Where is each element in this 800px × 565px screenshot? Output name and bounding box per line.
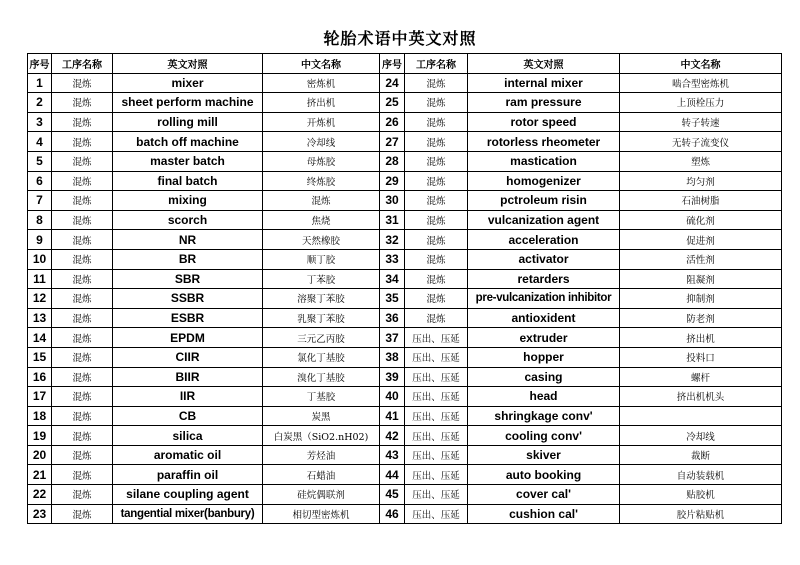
cell-chinese-term: 母炼胶: [263, 151, 380, 171]
cell-chinese-term: 焦烧: [263, 210, 380, 230]
cell-english-term: IIR: [113, 387, 263, 407]
header-process-left: 工序名称: [52, 54, 113, 74]
cell-english-term: silica: [113, 426, 263, 446]
cell-process: 压出、压延: [405, 465, 468, 485]
cell-english-term: extruder: [468, 328, 620, 348]
cell-chinese-term: 挤出机: [620, 328, 782, 348]
cell-english-term: pre-vulcanization inhibitor: [468, 289, 620, 309]
cell-english-term: ram pressure: [468, 93, 620, 113]
table-row: [28, 151, 782, 171]
cell-index: 36: [380, 308, 405, 328]
cell-process: 混炼: [52, 328, 113, 348]
table-row: [28, 367, 782, 387]
cell-index: 29: [380, 171, 405, 191]
header-index-left: 序号: [28, 54, 52, 74]
table-row: [28, 171, 782, 191]
table-row: [28, 347, 782, 367]
cell-chinese-term: 溶聚丁苯胶: [263, 289, 380, 309]
cell-chinese-term: 混炼: [263, 191, 380, 211]
cell-english-term: acceleration: [468, 230, 620, 250]
cell-chinese-term: 挤出机: [263, 93, 380, 113]
cell-process: 混炼: [52, 73, 113, 93]
cell-process: 混炼: [52, 465, 113, 485]
cell-index: 12: [28, 289, 52, 309]
cell-index: 3: [28, 112, 52, 132]
cell-process: 混炼: [52, 191, 113, 211]
cell-process: 压出、压延: [405, 406, 468, 426]
table-row: [28, 387, 782, 407]
table-row: [28, 465, 782, 485]
table-row: [28, 73, 782, 93]
cell-index: 10: [28, 249, 52, 269]
cell-chinese-term: 氯化丁基胶: [263, 347, 380, 367]
cell-english-term: shringkage conv': [468, 406, 620, 426]
cell-english-term: scorch: [113, 210, 263, 230]
cell-process: 混炼: [405, 73, 468, 93]
cell-chinese-term: 丁苯胶: [263, 269, 380, 289]
table-row: [28, 93, 782, 113]
cell-index: 4: [28, 132, 52, 152]
cell-index: 21: [28, 465, 52, 485]
cell-english-term: CIIR: [113, 347, 263, 367]
cell-chinese-term: 转子转速: [620, 112, 782, 132]
cell-english-term: cushion cal': [468, 504, 620, 524]
cell-index: 1: [28, 73, 52, 93]
cell-chinese-term: 上顶栓压力: [620, 93, 782, 113]
cell-english-term: aromatic oil: [113, 445, 263, 465]
cell-chinese-term: 三元乙丙胶: [263, 328, 380, 348]
cell-chinese-term: 防老剂: [620, 308, 782, 328]
cell-process: 压出、压延: [405, 445, 468, 465]
cell-chinese-term: 无转子流变仪: [620, 132, 782, 152]
cell-english-term: pctroleum risin: [468, 191, 620, 211]
cell-process: 混炼: [52, 151, 113, 171]
cell-english-term: ESBR: [113, 308, 263, 328]
header-process-right: 工序名称: [405, 54, 468, 74]
table-row: [28, 328, 782, 348]
cell-index: 7: [28, 191, 52, 211]
cell-english-term: homogenizer: [468, 171, 620, 191]
cell-chinese-term: 炭黑: [263, 406, 380, 426]
cell-index: 30: [380, 191, 405, 211]
cell-index: 17: [28, 387, 52, 407]
cell-process: 混炼: [405, 210, 468, 230]
cell-index: 41: [380, 406, 405, 426]
table-row: [28, 230, 782, 250]
table-row: [28, 426, 782, 446]
cell-english-term: paraffin oil: [113, 465, 263, 485]
cell-process: 混炼: [52, 426, 113, 446]
cell-index: 37: [380, 328, 405, 348]
cell-english-term: master batch: [113, 151, 263, 171]
table-header-row: [28, 54, 782, 74]
cell-process: 混炼: [52, 171, 113, 191]
cell-process: 混炼: [52, 249, 113, 269]
cell-chinese-term: 裁断: [620, 445, 782, 465]
cell-chinese-term: 抑制剂: [620, 289, 782, 309]
cell-process: 混炼: [405, 289, 468, 309]
cell-chinese-term: 塑炼: [620, 151, 782, 171]
cell-english-term: cover cal': [468, 485, 620, 505]
cell-english-term: auto booking: [468, 465, 620, 485]
cell-process: 混炼: [405, 151, 468, 171]
cell-chinese-term: 乳聚丁苯胶: [263, 308, 380, 328]
cell-english-term: antioxident: [468, 308, 620, 328]
cell-chinese-term: 啮合型密炼机: [620, 73, 782, 93]
cell-process: 混炼: [52, 289, 113, 309]
cell-english-term: CB: [113, 406, 263, 426]
cell-english-term: hopper: [468, 347, 620, 367]
cell-chinese-term: 芳烃油: [263, 445, 380, 465]
cell-english-term: retarders: [468, 269, 620, 289]
cell-process: 混炼: [405, 249, 468, 269]
cell-english-term: vulcanization agent: [468, 210, 620, 230]
cell-english-term: BR: [113, 249, 263, 269]
cell-english-term: NR: [113, 230, 263, 250]
cell-process: 混炼: [52, 485, 113, 505]
table-row: [28, 289, 782, 309]
cell-process: 混炼: [405, 230, 468, 250]
cell-index: 26: [380, 112, 405, 132]
cell-process: 压出、压延: [405, 426, 468, 446]
cell-chinese-term: 石蜡油: [263, 465, 380, 485]
cell-index: 43: [380, 445, 405, 465]
cell-index: 8: [28, 210, 52, 230]
table-row: [28, 269, 782, 289]
cell-index: 46: [380, 504, 405, 524]
cell-chinese-term: 投料口: [620, 347, 782, 367]
cell-english-term: head: [468, 387, 620, 407]
cell-chinese-term: 贴胶机: [620, 485, 782, 505]
cell-index: 32: [380, 230, 405, 250]
cell-chinese-term: 硅烷偶联剂: [263, 485, 380, 505]
cell-index: 20: [28, 445, 52, 465]
cell-index: 15: [28, 347, 52, 367]
cell-process: 混炼: [405, 171, 468, 191]
cell-process: 混炼: [405, 93, 468, 113]
cell-chinese-term: 密炼机: [263, 73, 380, 93]
cell-index: 27: [380, 132, 405, 152]
cell-process: 混炼: [52, 112, 113, 132]
table-row: [28, 308, 782, 328]
cell-chinese-term: 石油树脂: [620, 191, 782, 211]
cell-chinese-term: 天然橡胶: [263, 230, 380, 250]
cell-index: 11: [28, 269, 52, 289]
cell-index: 40: [380, 387, 405, 407]
document-title: 轮胎术语中英文对照: [323, 29, 477, 48]
cell-process: 混炼: [405, 191, 468, 211]
cell-chinese-term: 溴化丁基胶: [263, 367, 380, 387]
cell-index: 19: [28, 426, 52, 446]
cell-index: 33: [380, 249, 405, 269]
cell-english-term: mixer: [113, 73, 263, 93]
cell-index: 16: [28, 367, 52, 387]
header-english-right: 英文对照: [468, 54, 620, 74]
table-row: [28, 249, 782, 269]
cell-english-term: final batch: [113, 171, 263, 191]
cell-index: 14: [28, 328, 52, 348]
cell-chinese-term: 均匀剂: [620, 171, 782, 191]
cell-process: 混炼: [405, 132, 468, 152]
cell-process: 压出、压延: [405, 328, 468, 348]
cell-index: 9: [28, 230, 52, 250]
cell-index: 23: [28, 504, 52, 524]
cell-process: 压出、压延: [405, 485, 468, 505]
cell-index: 35: [380, 289, 405, 309]
cell-process: 混炼: [52, 210, 113, 230]
cell-chinese-term: 顺丁胶: [263, 249, 380, 269]
table-row: [28, 504, 782, 524]
cell-index: 25: [380, 93, 405, 113]
cell-process: 混炼: [52, 308, 113, 328]
cell-index: 22: [28, 485, 52, 505]
cell-chinese-term: 开炼机: [263, 112, 380, 132]
cell-english-term: mixing: [113, 191, 263, 211]
cell-english-term: silane coupling agent: [113, 485, 263, 505]
cell-process: 混炼: [52, 269, 113, 289]
cell-english-term: SBR: [113, 269, 263, 289]
table-row: [28, 485, 782, 505]
cell-english-term: rotor speed: [468, 112, 620, 132]
cell-chinese-term: 终炼胶: [263, 171, 380, 191]
cell-index: 44: [380, 465, 405, 485]
cell-chinese-term: 挤出机机头: [620, 387, 782, 407]
cell-index: 42: [380, 426, 405, 446]
cell-english-term: skiver: [468, 445, 620, 465]
table-row: [28, 210, 782, 230]
cell-process: 混炼: [52, 132, 113, 152]
cell-chinese-term: 阻凝剂: [620, 269, 782, 289]
cell-process: 混炼: [52, 367, 113, 387]
cell-chinese-term: 白炭黑（SiO2.nH02): [263, 426, 380, 446]
table-row: [28, 112, 782, 132]
cell-index: 45: [380, 485, 405, 505]
cell-chinese-term: 螺杆: [620, 367, 782, 387]
cell-english-term: rolling mill: [113, 112, 263, 132]
cell-process: 混炼: [52, 230, 113, 250]
cell-index: 5: [28, 151, 52, 171]
cell-english-term: SSBR: [113, 289, 263, 309]
cell-index: 13: [28, 308, 52, 328]
cell-chinese-term: 冷却线: [263, 132, 380, 152]
cell-index: 34: [380, 269, 405, 289]
cell-process: 混炼: [52, 93, 113, 113]
cell-process: 压出、压延: [405, 347, 468, 367]
cell-english-term: BIIR: [113, 367, 263, 387]
cell-process: 混炼: [52, 406, 113, 426]
cell-process: 混炼: [52, 445, 113, 465]
cell-process: 压出、压延: [405, 367, 468, 387]
cell-chinese-term: 活性剂: [620, 249, 782, 269]
cell-chinese-term: 促进剂: [620, 230, 782, 250]
cell-chinese-term: 冷却线: [620, 426, 782, 446]
table-row: [28, 132, 782, 152]
table-row: [28, 445, 782, 465]
cell-process: 压出、压延: [405, 504, 468, 524]
cell-index: 24: [380, 73, 405, 93]
cell-index: 31: [380, 210, 405, 230]
cell-process: 混炼: [405, 308, 468, 328]
cell-chinese-term: 相切型密炼机: [263, 504, 380, 524]
cell-chinese-term: 硫化剂: [620, 210, 782, 230]
cell-process: 混炼: [405, 112, 468, 132]
cell-process: 压出、压延: [405, 387, 468, 407]
cell-english-term: EPDM: [113, 328, 263, 348]
cell-chinese-term: [620, 406, 782, 426]
cell-english-term: tangential mixer(banbury): [113, 504, 263, 524]
cell-chinese-term: 胶片粘贴机: [620, 504, 782, 524]
header-chinese-left: 中文名称: [263, 54, 380, 74]
cell-english-term: casing: [468, 367, 620, 387]
cell-english-term: activator: [468, 249, 620, 269]
terms-table: [27, 53, 782, 524]
cell-english-term: batch off machine: [113, 132, 263, 152]
cell-index: 6: [28, 171, 52, 191]
cell-index: 39: [380, 367, 405, 387]
header-english-left: 英文对照: [113, 54, 263, 74]
cell-chinese-term: 自动装载机: [620, 465, 782, 485]
cell-english-term: cooling conv': [468, 426, 620, 446]
cell-chinese-term: 丁基胶: [263, 387, 380, 407]
table-row: [28, 406, 782, 426]
cell-index: 2: [28, 93, 52, 113]
cell-index: 28: [380, 151, 405, 171]
cell-english-term: rotorless rheometer: [468, 132, 620, 152]
cell-english-term: internal mixer: [468, 73, 620, 93]
cell-process: 混炼: [52, 387, 113, 407]
cell-index: 38: [380, 347, 405, 367]
cell-process: 混炼: [52, 504, 113, 524]
table-row: [28, 191, 782, 211]
cell-process: 混炼: [405, 269, 468, 289]
cell-process: 混炼: [52, 347, 113, 367]
cell-english-term: sheet perform machine: [113, 93, 263, 113]
header-chinese-right: 中文名称: [620, 54, 782, 74]
header-index-right: 序号: [380, 54, 405, 74]
cell-english-term: mastication: [468, 151, 620, 171]
cell-index: 18: [28, 406, 52, 426]
